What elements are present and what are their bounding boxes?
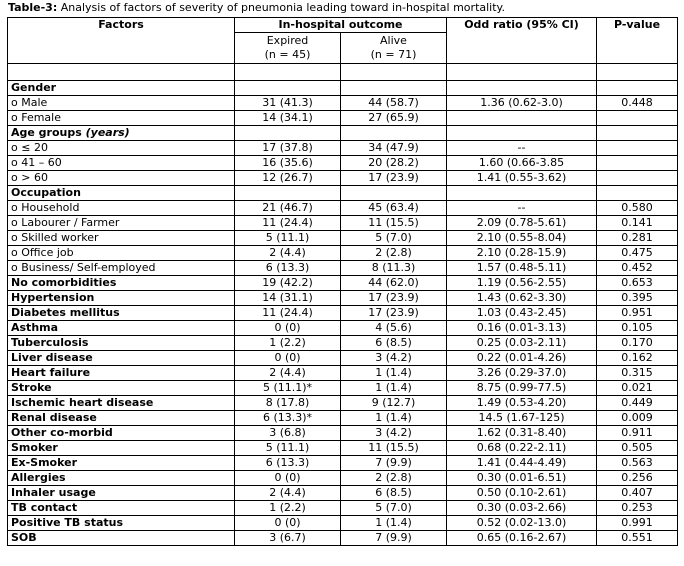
table-row	[8, 201, 678, 216]
p-value-cell: 0.253	[597, 501, 678, 516]
alive-cell: 2 (2.8)	[341, 246, 447, 261]
odds-ratio-cell: 1.41 (0.55-3.62)	[447, 171, 597, 186]
factor-cell: Other co-morbid	[8, 426, 235, 441]
table-row	[8, 81, 678, 96]
p-value-cell: 0.407	[597, 486, 678, 501]
expired-cell: 17 (37.8)	[235, 141, 341, 156]
factor-cell: Positive TB status	[8, 516, 235, 531]
header-odds: Odd ratio (95% CI)	[447, 18, 597, 33]
table-row	[8, 321, 678, 336]
alive-cell: 17 (23.9)	[341, 171, 447, 186]
blank-cell	[341, 64, 447, 81]
header-factors: Factors	[8, 18, 235, 33]
factor-cell: Tuberculosis	[8, 336, 235, 351]
odds-ratio-cell: 2.10 (0.55-8.04)	[447, 231, 597, 246]
table-row	[8, 111, 678, 126]
expired-cell: 31 (41.3)	[235, 96, 341, 111]
factor-cell: Ex-Smoker	[8, 456, 235, 471]
odds-ratio-cell: 1.36 (0.62-3.0)	[447, 96, 597, 111]
header-factors-cont	[8, 33, 235, 64]
table-row	[8, 411, 678, 426]
factor-cell	[8, 126, 235, 141]
p-value-cell: 0.170	[597, 336, 678, 351]
odds-ratio-cell: 1.49 (0.53-4.20)	[447, 396, 597, 411]
alive-cell	[341, 126, 447, 141]
p-value-cell	[597, 81, 678, 96]
expired-cell: 6 (13.3)*	[235, 411, 341, 426]
expired-cell: 5 (11.1)*	[235, 381, 341, 396]
odds-ratio-cell: 1.60 (0.66-3.85	[447, 156, 597, 171]
table-row	[8, 441, 678, 456]
alive-cell: 4 (5.6)	[341, 321, 447, 336]
p-value-cell: 0.256	[597, 471, 678, 486]
expired-cell: 21 (46.7)	[235, 201, 341, 216]
expired-cell: 11 (24.4)	[235, 216, 341, 231]
p-value-cell: 0.452	[597, 261, 678, 276]
alive-cell: 6 (8.5)	[341, 336, 447, 351]
factor-cell: Liver disease	[8, 351, 235, 366]
p-value-cell	[597, 186, 678, 201]
table-row	[8, 96, 678, 111]
odds-ratio-cell	[447, 81, 597, 96]
factor-cell: Diabetes mellitus	[8, 306, 235, 321]
factor-cell: o Male	[8, 96, 235, 111]
table-row	[8, 246, 678, 261]
factor-cell: o Labourer / Farmer	[8, 216, 235, 231]
table-row	[8, 306, 678, 321]
factor-cell: Occupation	[8, 186, 235, 201]
expired-cell: 0 (0)	[235, 351, 341, 366]
table-caption	[8, 1, 505, 15]
p-value-cell: 0.551	[597, 531, 678, 546]
alive-cell: 44 (58.7)	[341, 96, 447, 111]
alive-cell: 11 (15.5)	[341, 441, 447, 456]
table-row	[8, 531, 678, 546]
expired-cell: 2 (4.4)	[235, 246, 341, 261]
table-row	[8, 501, 678, 516]
odds-ratio-cell: 0.68 (0.22-2.11)	[447, 441, 597, 456]
expired-cell: 0 (0)	[235, 516, 341, 531]
p-value-cell: 0.449	[597, 396, 678, 411]
header-alive	[341, 33, 447, 64]
p-value-cell: 0.009	[597, 411, 678, 426]
alive-cell: 6 (8.5)	[341, 486, 447, 501]
odds-ratio-cell: 1.62 (0.31-8.40)	[447, 426, 597, 441]
expired-cell: 0 (0)	[235, 471, 341, 486]
alive-cell: 1 (1.4)	[341, 411, 447, 426]
p-value-cell: 0.281	[597, 231, 678, 246]
p-value-cell: 0.951	[597, 306, 678, 321]
odds-ratio-cell	[447, 111, 597, 126]
expired-cell: 6 (13.3)	[235, 456, 341, 471]
header-expired-n: (n = 45)	[264, 48, 311, 61]
alive-cell: 1 (1.4)	[341, 381, 447, 396]
header-pvalue-cont	[597, 33, 678, 64]
expired-cell: 3 (6.7)	[235, 531, 341, 546]
expired-cell: 11 (24.4)	[235, 306, 341, 321]
table-header	[8, 18, 678, 81]
factor-cell: Ischemic heart disease	[8, 396, 235, 411]
p-value-cell: 0.505	[597, 441, 678, 456]
expired-cell: 8 (17.8)	[235, 396, 341, 411]
alive-cell: 3 (4.2)	[341, 351, 447, 366]
expired-cell: 2 (4.4)	[235, 486, 341, 501]
odds-ratio-cell: 0.30 (0.03-2.66)	[447, 501, 597, 516]
header-alive-n: (n = 71)	[370, 48, 417, 61]
alive-cell	[341, 81, 447, 96]
alive-cell: 1 (1.4)	[341, 366, 447, 381]
expired-cell: 0 (0)	[235, 321, 341, 336]
factor-cell: Inhaler usage	[8, 486, 235, 501]
alive-cell: 2 (2.8)	[341, 471, 447, 486]
alive-cell: 20 (28.2)	[341, 156, 447, 171]
alive-cell: 11 (15.5)	[341, 216, 447, 231]
factor-cell: o Household	[8, 201, 235, 216]
alive-cell: 45 (63.4)	[341, 201, 447, 216]
factor-cell: o Skilled worker	[8, 231, 235, 246]
factor-cell: o Office job	[8, 246, 235, 261]
odds-ratio-cell: 0.65 (0.16-2.67)	[447, 531, 597, 546]
factor-label: Age groups	[11, 126, 86, 139]
alive-cell: 17 (23.9)	[341, 306, 447, 321]
alive-cell: 1 (1.4)	[341, 516, 447, 531]
odds-ratio-cell: --	[447, 201, 597, 216]
expired-cell	[235, 81, 341, 96]
expired-cell	[235, 186, 341, 201]
p-value-cell	[597, 156, 678, 171]
odds-ratio-cell: --	[447, 141, 597, 156]
factor-cell: No comorbidities	[8, 276, 235, 291]
p-value-cell: 0.563	[597, 456, 678, 471]
alive-cell: 27 (65.9)	[341, 111, 447, 126]
p-value-cell: 0.475	[597, 246, 678, 261]
factor-cell: o ≤ 20	[8, 141, 235, 156]
table-row	[8, 381, 678, 396]
table-row	[8, 261, 678, 276]
table-row	[8, 396, 678, 411]
odds-ratio-cell: 8.75 (0.99-77.5)	[447, 381, 597, 396]
alive-cell: 7 (9.9)	[341, 531, 447, 546]
header-outcome: In-hospital outcome	[235, 18, 447, 33]
table-row	[8, 141, 678, 156]
table-row	[8, 366, 678, 381]
table-row	[8, 276, 678, 291]
p-value-cell: 0.448	[597, 96, 678, 111]
table-row	[8, 516, 678, 531]
alive-cell: 8 (11.3)	[341, 261, 447, 276]
header-expired-label: Expired	[266, 34, 309, 47]
expired-cell	[235, 126, 341, 141]
odds-ratio-cell: 2.09 (0.78-5.61)	[447, 216, 597, 231]
expired-cell: 6 (13.3)	[235, 261, 341, 276]
blank-cell	[8, 64, 235, 81]
odds-ratio-cell: 14.5 (1.67-125)	[447, 411, 597, 426]
alive-cell: 34 (47.9)	[341, 141, 447, 156]
factor-cell: Stroke	[8, 381, 235, 396]
factor-cell: Smoker	[8, 441, 235, 456]
results-table	[7, 17, 678, 546]
alive-cell: 5 (7.0)	[341, 231, 447, 246]
factor-cell: Renal disease	[8, 411, 235, 426]
odds-ratio-cell: 2.10 (0.28-15.9)	[447, 246, 597, 261]
p-value-cell: 0.395	[597, 291, 678, 306]
expired-cell: 2 (4.4)	[235, 366, 341, 381]
table-row	[8, 216, 678, 231]
expired-cell: 14 (31.1)	[235, 291, 341, 306]
table-row	[8, 471, 678, 486]
alive-cell: 17 (23.9)	[341, 291, 447, 306]
p-value-cell	[597, 126, 678, 141]
table-row	[8, 291, 678, 306]
header-pvalue: P-value	[597, 18, 678, 33]
odds-ratio-cell: 3.26 (0.29-37.0)	[447, 366, 597, 381]
header-expired	[235, 33, 341, 64]
odds-ratio-cell: 1.43 (0.62-3.30)	[447, 291, 597, 306]
p-value-cell	[597, 171, 678, 186]
alive-cell: 3 (4.2)	[341, 426, 447, 441]
table-row	[8, 231, 678, 246]
odds-ratio-cell: 0.16 (0.01-3.13)	[447, 321, 597, 336]
table-row	[8, 126, 678, 141]
header-alive-label: Alive	[380, 34, 407, 47]
blank-cell	[235, 64, 341, 81]
factor-cell: o Female	[8, 111, 235, 126]
table-row	[8, 186, 678, 201]
expired-cell: 3 (6.8)	[235, 426, 341, 441]
blank-cell	[447, 64, 597, 81]
factor-cell: Heart failure	[8, 366, 235, 381]
p-value-cell: 0.315	[597, 366, 678, 381]
odds-ratio-cell: 1.19 (0.56-2.55)	[447, 276, 597, 291]
table-row	[8, 426, 678, 441]
p-value-cell: 0.141	[597, 216, 678, 231]
table-row	[8, 156, 678, 171]
p-value-cell: 0.653	[597, 276, 678, 291]
expired-cell: 16 (35.6)	[235, 156, 341, 171]
table-body	[8, 81, 678, 546]
table-row	[8, 456, 678, 471]
factor-unit: (years)	[85, 126, 130, 139]
factor-cell: o > 60	[8, 171, 235, 186]
table-row	[8, 486, 678, 501]
factor-cell: Gender	[8, 81, 235, 96]
alive-cell: 9 (12.7)	[341, 396, 447, 411]
expired-cell: 5 (11.1)	[235, 441, 341, 456]
expired-cell: 19 (42.2)	[235, 276, 341, 291]
p-value-cell: 0.991	[597, 516, 678, 531]
expired-cell: 12 (26.7)	[235, 171, 341, 186]
caption-label: Table-3:	[8, 1, 58, 14]
p-value-cell: 0.021	[597, 381, 678, 396]
table-row	[8, 336, 678, 351]
expired-cell: 5 (11.1)	[235, 231, 341, 246]
p-value-cell: 0.162	[597, 351, 678, 366]
p-value-cell	[597, 141, 678, 156]
odds-ratio-cell: 1.03 (0.43-2.45)	[447, 306, 597, 321]
table-row	[8, 351, 678, 366]
p-value-cell	[597, 111, 678, 126]
factor-cell: Hypertension	[8, 291, 235, 306]
factor-cell: SOB	[8, 531, 235, 546]
caption-text: Analysis of factors of severity of pneumonia leading toward in-hospital mortality.	[57, 1, 505, 14]
odds-ratio-cell: 0.52 (0.02-13.0)	[447, 516, 597, 531]
factor-cell: Asthma	[8, 321, 235, 336]
p-value-cell: 0.911	[597, 426, 678, 441]
alive-cell: 5 (7.0)	[341, 501, 447, 516]
factor-cell: TB contact	[8, 501, 235, 516]
p-value-cell: 0.105	[597, 321, 678, 336]
factor-cell: o Business/ Self-employed	[8, 261, 235, 276]
odds-ratio-cell: 0.25 (0.03-2.11)	[447, 336, 597, 351]
table-row	[8, 171, 678, 186]
odds-ratio-cell	[447, 186, 597, 201]
blank-cell	[597, 64, 678, 81]
alive-cell: 44 (62.0)	[341, 276, 447, 291]
p-value-cell: 0.580	[597, 201, 678, 216]
expired-cell: 1 (2.2)	[235, 501, 341, 516]
odds-ratio-cell: 1.57 (0.48-5.11)	[447, 261, 597, 276]
alive-cell: 7 (9.9)	[341, 456, 447, 471]
alive-cell	[341, 186, 447, 201]
odds-ratio-cell: 0.30 (0.01-6.51)	[447, 471, 597, 486]
factor-cell: o 41 – 60	[8, 156, 235, 171]
expired-cell: 1 (2.2)	[235, 336, 341, 351]
expired-cell: 14 (34.1)	[235, 111, 341, 126]
odds-ratio-cell: 1.41 (0.44-4.49)	[447, 456, 597, 471]
odds-ratio-cell: 0.22 (0.01-4.26)	[447, 351, 597, 366]
odds-ratio-cell	[447, 126, 597, 141]
header-odds-cont	[447, 33, 597, 64]
odds-ratio-cell: 0.50 (0.10-2.61)	[447, 486, 597, 501]
factor-cell: Allergies	[8, 471, 235, 486]
